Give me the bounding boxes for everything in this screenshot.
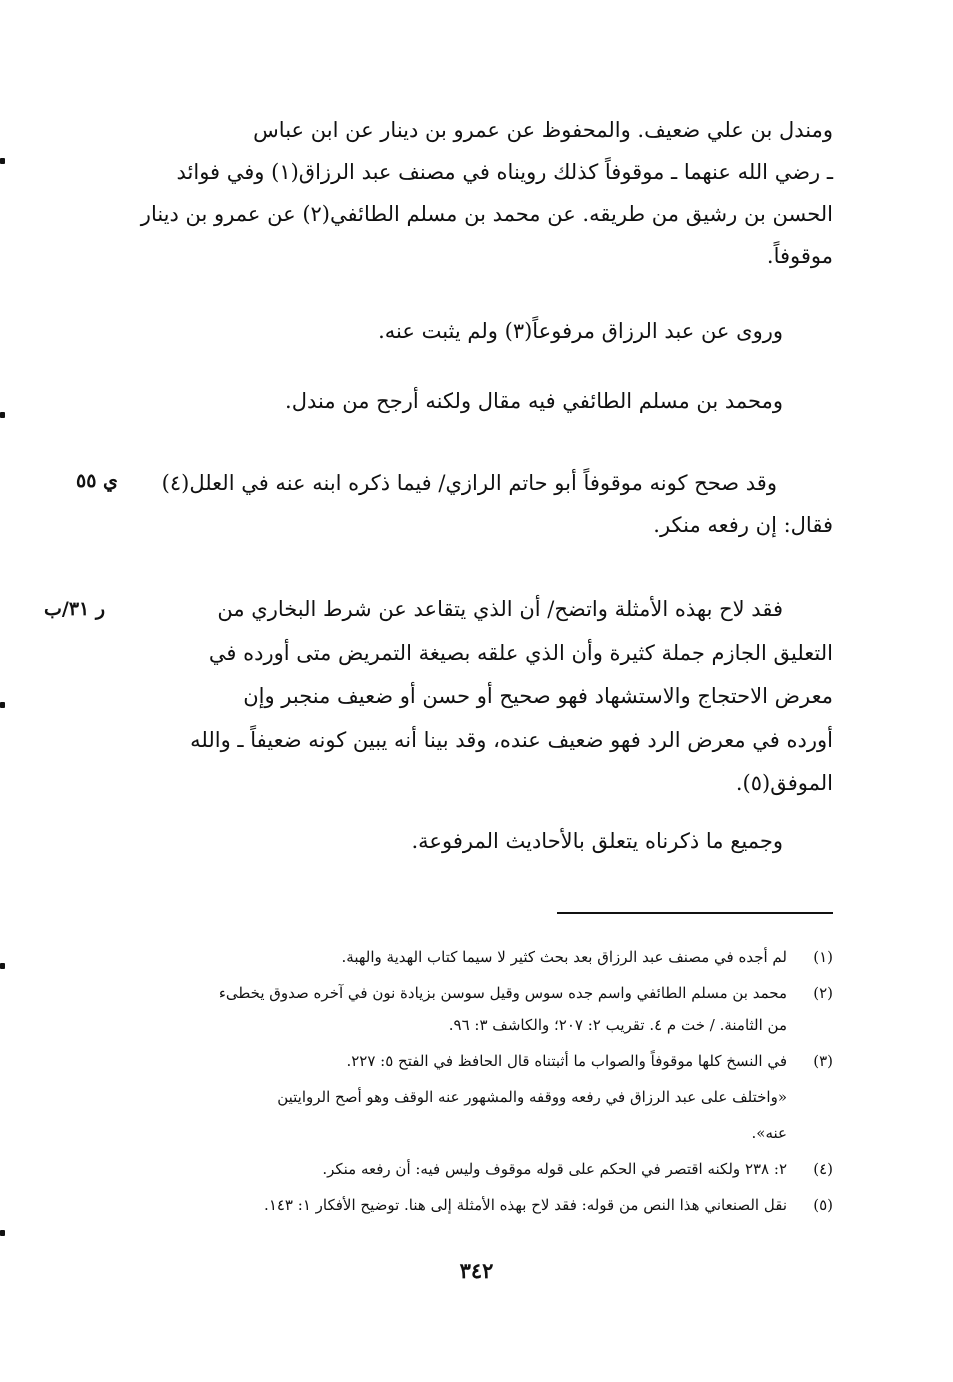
text-line: معرض الاحتجاج والاستشهاد فهو صحيح أو حسن أو ضعيف منجبر وإن [243,684,833,708]
text-line: ـ رضي الله عنهما ـ موقوفاً كذلك رويناه في مصنف عبد الرزاق(١) وفي فوائد [176,160,833,184]
text-line: أورده في معرض الرد فهو ضعيف عنده، وقد بينا أنه يبين كونه ضعيفاً ـ والله [190,728,833,752]
footnote-line: لم أجده في مصنف عبد الرزاق بعد بحث كثير لا سيما كتاب الهدية والهبة. [341,948,787,966]
footnote-line: محمد بن مسلم الطائفي واسم جده سوس وقيل سوسن بزيادة نون في آخره صدوق يخطىء [218,984,787,1002]
text-line: وجميع ما ذكرناه يتعلق بالأحاديث المرفوعة. [411,829,783,853]
margin-note-folio: ر ٣١/ب [44,598,106,620]
text-line: التعليق الجازم جملة كثيرة وأن الذي علقه بصيغة التمريض متى أورده في [208,641,833,665]
footnote-number: (٤) [813,1160,833,1178]
footnote-line: من الثامنة. / خت م ٤. تقريب ٢: ٢٠٧؛ والكاشف ٣: ٩٦. [448,1016,787,1034]
footnote-line: «واختلف على عبد الرزاق في رفعه ووقفه والمشهور عنه الوقف وهو أصح الروايتين [277,1088,787,1106]
footnote-line: ٢: ٢٣٨ ولكنه اقتصر في الحكم على قوله موقوف وليس فيه: أن رفعه منكر. [322,1160,787,1178]
text-line: وروى عن عبد الرزاق مرفوعاً(٣) ولم يثبت عنه. [378,319,783,343]
text-line: فقد لاح بهذه الأمثلة واتضح/ أن الذي يتقاعد عن شرط البخاري من [217,597,783,621]
footnote-separator [557,912,833,914]
text-line: وقد صحح كونه موقوفاً أبو حاتم الرازي/ فيما ذكره ابنه عنه في العلل(٤) [161,471,777,495]
scan-mark [0,412,5,418]
footnote-number: (٢) [813,984,833,1002]
scan-mark [0,1230,5,1236]
text-line: الموفق(٥). [735,771,833,795]
footnote-number: (٥) [813,1196,833,1214]
text-line: الحسن بن رشيق من طريقه. عن محمد بن مسلم الطائفي(٢) عن عمرو بن دينار [140,202,833,226]
scan-mark [0,702,5,708]
margin-note-folio: ي ٥٥ [76,470,118,492]
footnote-number: (١) [813,948,833,966]
footnote-line: في النسخ كلها موقوفاً والصواب ما أثبتناه قال الحافظ في الفتح ٥: ٢٢٧. [346,1052,787,1070]
scan-mark [0,963,5,969]
page-number: ٣٤٢ [459,1258,494,1283]
text-line: ومندل بن علي ضعيف. والمحفوظ عن عمرو بن دينار عن ابن عباس [253,118,833,142]
footnote-line: عنه». [751,1124,787,1142]
footnote-line: نقل الصنعاني هذا النص من قوله: فقد لاح بهذه الأمثلة إلى هنا. توضيح الأفكار ١: ١٤٣. [264,1196,787,1214]
text-line: فقال: إن رفعه منكر. [653,513,833,537]
text-line: موقوفاً. [766,244,833,268]
scan-mark [0,158,5,164]
footnote-number: (٣) [813,1052,833,1070]
text-line: ومحمد بن مسلم الطائفي فيه مقال ولكنه أرجح من مندل. [285,389,783,413]
